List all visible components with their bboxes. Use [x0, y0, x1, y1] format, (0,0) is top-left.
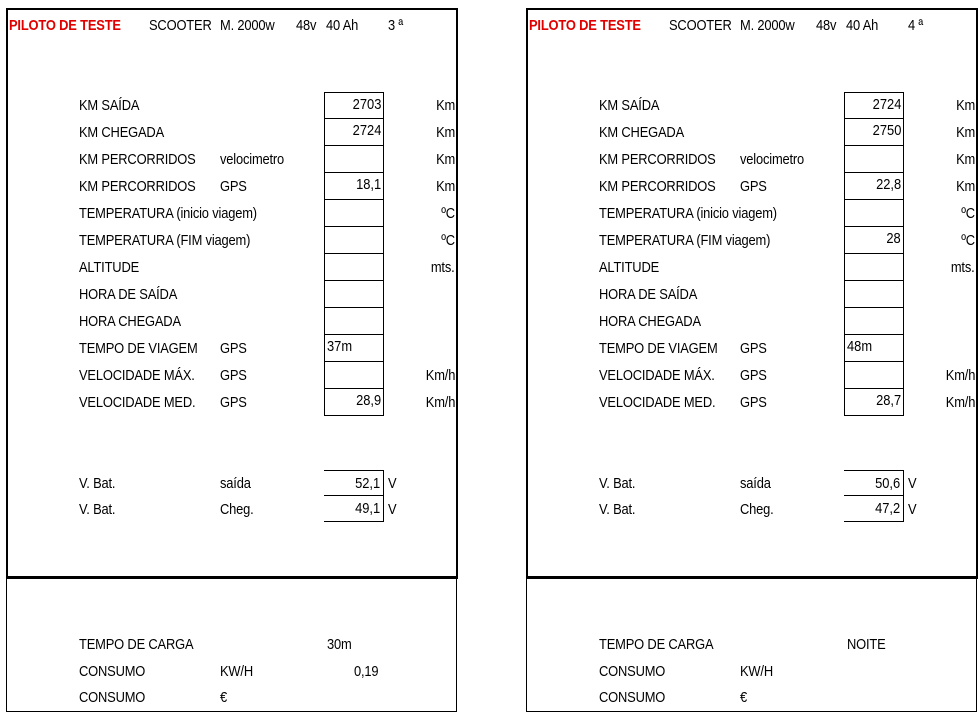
row-label: HORA DE SAÍDA	[79, 286, 178, 303]
row-label: TEMPERATURA (FIM viagem)	[79, 232, 251, 249]
value-cell	[844, 173, 904, 200]
row-unit: Km/h	[425, 367, 455, 384]
row-source: GPS	[740, 394, 767, 411]
row-label: VELOCIDADE MED.	[599, 394, 716, 411]
row-source: GPS	[220, 367, 247, 384]
battery-label: V. Bat.	[79, 501, 116, 518]
battery-moment: Cheg.	[740, 501, 774, 518]
test-sheet-run-3	[6, 0, 458, 720]
consumo-label: CONSUMO	[599, 689, 666, 706]
battery-label: V. Bat.	[79, 475, 116, 492]
row-source: GPS	[740, 178, 767, 195]
vehicle-label: SCOOTER	[669, 17, 732, 34]
row-unit: mts.	[431, 259, 455, 276]
row-label: KM PERCORRIDOS	[79, 151, 196, 168]
motor-label: M. 2000w	[220, 17, 275, 34]
charge-label: TEMPO DE CARGA	[79, 636, 194, 653]
value-cell	[324, 146, 384, 173]
charge-frame	[526, 577, 977, 712]
value-cell	[844, 92, 904, 119]
row-label: VELOCIDADE MÁX.	[79, 367, 195, 384]
value-cell	[324, 173, 384, 200]
value-cell	[324, 308, 384, 335]
row-label: HORA DE SAÍDA	[599, 286, 698, 303]
row-unit: ºC	[961, 232, 975, 249]
row-label: KM SAÍDA	[599, 97, 660, 114]
row-unit: ºC	[441, 232, 455, 249]
battery-unit: V	[388, 501, 397, 518]
value-cell	[324, 362, 384, 389]
row-unit: mts.	[951, 259, 975, 276]
voltage-label: 48v	[816, 17, 837, 34]
row-source: velocimetro	[740, 151, 805, 168]
pilot-title: PILOTO DE TESTE	[529, 17, 641, 34]
row-unit: ºC	[961, 205, 975, 222]
battery-cell	[844, 496, 904, 522]
charge-value: 30m	[327, 636, 352, 653]
battery-value: 49,1	[354, 500, 380, 517]
row-value: 2724	[872, 96, 901, 113]
row-value: 2750	[872, 122, 901, 139]
battery-cell	[324, 496, 384, 522]
value-cell	[844, 335, 904, 362]
charge-frame	[6, 577, 457, 712]
consumo-unit: €	[740, 689, 748, 706]
motor-label: M. 2000w	[740, 17, 795, 34]
battery-unit: V	[908, 475, 917, 492]
row-label: KM CHEGADA	[79, 124, 165, 141]
row-value: 22,8	[875, 176, 901, 193]
row-value: 28,9	[355, 392, 381, 409]
value-cell	[324, 200, 384, 227]
battery-moment: saída	[740, 475, 771, 492]
battery-moment: Cheg.	[220, 501, 254, 518]
battery-cell	[844, 470, 904, 496]
row-unit: Km	[435, 178, 455, 195]
row-value: 2703	[352, 96, 381, 113]
sheet-frame	[6, 8, 458, 579]
value-cell	[324, 281, 384, 308]
row-unit: Km/h	[945, 394, 975, 411]
row-label: KM CHEGADA	[599, 124, 685, 141]
row-unit: Km	[435, 97, 455, 114]
capacity-label: 40 Ah	[326, 17, 359, 34]
row-source: GPS	[220, 394, 247, 411]
run-number: 4 ª	[908, 17, 924, 34]
sheet-frame	[526, 8, 978, 579]
consumo-unit: KW/H	[740, 663, 774, 680]
row-value: 18,1	[355, 176, 381, 193]
row-label: TEMPERATURA (inicio viagem)	[79, 205, 257, 222]
battery-cell	[324, 470, 384, 496]
battery-label: V. Bat.	[599, 501, 636, 518]
value-cell	[844, 308, 904, 335]
value-cell	[844, 200, 904, 227]
row-label: VELOCIDADE MED.	[79, 394, 196, 411]
row-value: 37m	[327, 338, 353, 355]
row-unit: Km	[955, 97, 975, 114]
row-label: HORA CHEGADA	[79, 313, 181, 330]
battery-value: 47,2	[874, 500, 900, 517]
value-cell	[844, 119, 904, 146]
row-unit: Km	[435, 151, 455, 168]
row-unit: Km	[955, 151, 975, 168]
row-unit: Km	[435, 124, 455, 141]
battery-value: 52,1	[354, 475, 380, 492]
row-source: velocimetro	[220, 151, 285, 168]
value-cell	[324, 389, 384, 416]
value-cell	[844, 227, 904, 254]
row-label: TEMPO DE VIAGEM	[79, 340, 198, 357]
battery-unit: V	[908, 501, 917, 518]
row-value: 2724	[352, 122, 381, 139]
value-cell	[324, 335, 384, 362]
consumo-label: CONSUMO	[79, 663, 146, 680]
value-cell	[324, 119, 384, 146]
row-label: VELOCIDADE MÁX.	[599, 367, 715, 384]
row-label: ALTITUDE	[79, 259, 140, 276]
row-value: 28	[886, 230, 901, 247]
battery-moment: saída	[220, 475, 251, 492]
row-source: GPS	[220, 178, 247, 195]
value-cell	[844, 362, 904, 389]
voltage-label: 48v	[296, 17, 317, 34]
value-cell	[324, 227, 384, 254]
row-label: TEMPERATURA (inicio viagem)	[599, 205, 777, 222]
row-unit: Km	[955, 178, 975, 195]
row-label: KM PERCORRIDOS	[599, 151, 716, 168]
row-label: ALTITUDE	[599, 259, 660, 276]
consumo-label: CONSUMO	[599, 663, 666, 680]
consumo-unit: €	[220, 689, 228, 706]
row-label: HORA CHEGADA	[599, 313, 701, 330]
row-unit: Km/h	[945, 367, 975, 384]
value-cell	[844, 389, 904, 416]
consumo-unit: KW/H	[220, 663, 254, 680]
vehicle-label: SCOOTER	[149, 17, 212, 34]
value-cell	[324, 254, 384, 281]
value-cell	[324, 92, 384, 119]
battery-unit: V	[388, 475, 397, 492]
value-cell	[844, 146, 904, 173]
row-unit: Km/h	[425, 394, 455, 411]
battery-value: 50,6	[874, 475, 900, 492]
capacity-label: 40 Ah	[846, 17, 879, 34]
run-number: 3 ª	[388, 17, 404, 34]
row-label: KM PERCORRIDOS	[79, 178, 196, 195]
charge-label: TEMPO DE CARGA	[599, 636, 714, 653]
row-unit: ºC	[441, 205, 455, 222]
row-label: KM PERCORRIDOS	[599, 178, 716, 195]
consumo-label: CONSUMO	[79, 689, 146, 706]
row-source: GPS	[740, 340, 767, 357]
row-value: 28,7	[875, 392, 901, 409]
row-source: GPS	[220, 340, 247, 357]
test-sheet-run-4	[526, 0, 978, 720]
pilot-title: PILOTO DE TESTE	[9, 17, 121, 34]
row-label: TEMPERATURA (FIM viagem)	[599, 232, 771, 249]
battery-label: V. Bat.	[599, 475, 636, 492]
row-source: GPS	[740, 367, 767, 384]
row-value: 48m	[847, 338, 873, 355]
row-label: KM SAÍDA	[79, 97, 140, 114]
value-cell	[844, 281, 904, 308]
charge-value: NOITE	[847, 636, 886, 653]
row-label: TEMPO DE VIAGEM	[599, 340, 718, 357]
row-unit: Km	[955, 124, 975, 141]
consumo-value: 0,19	[354, 663, 379, 680]
value-cell	[844, 254, 904, 281]
